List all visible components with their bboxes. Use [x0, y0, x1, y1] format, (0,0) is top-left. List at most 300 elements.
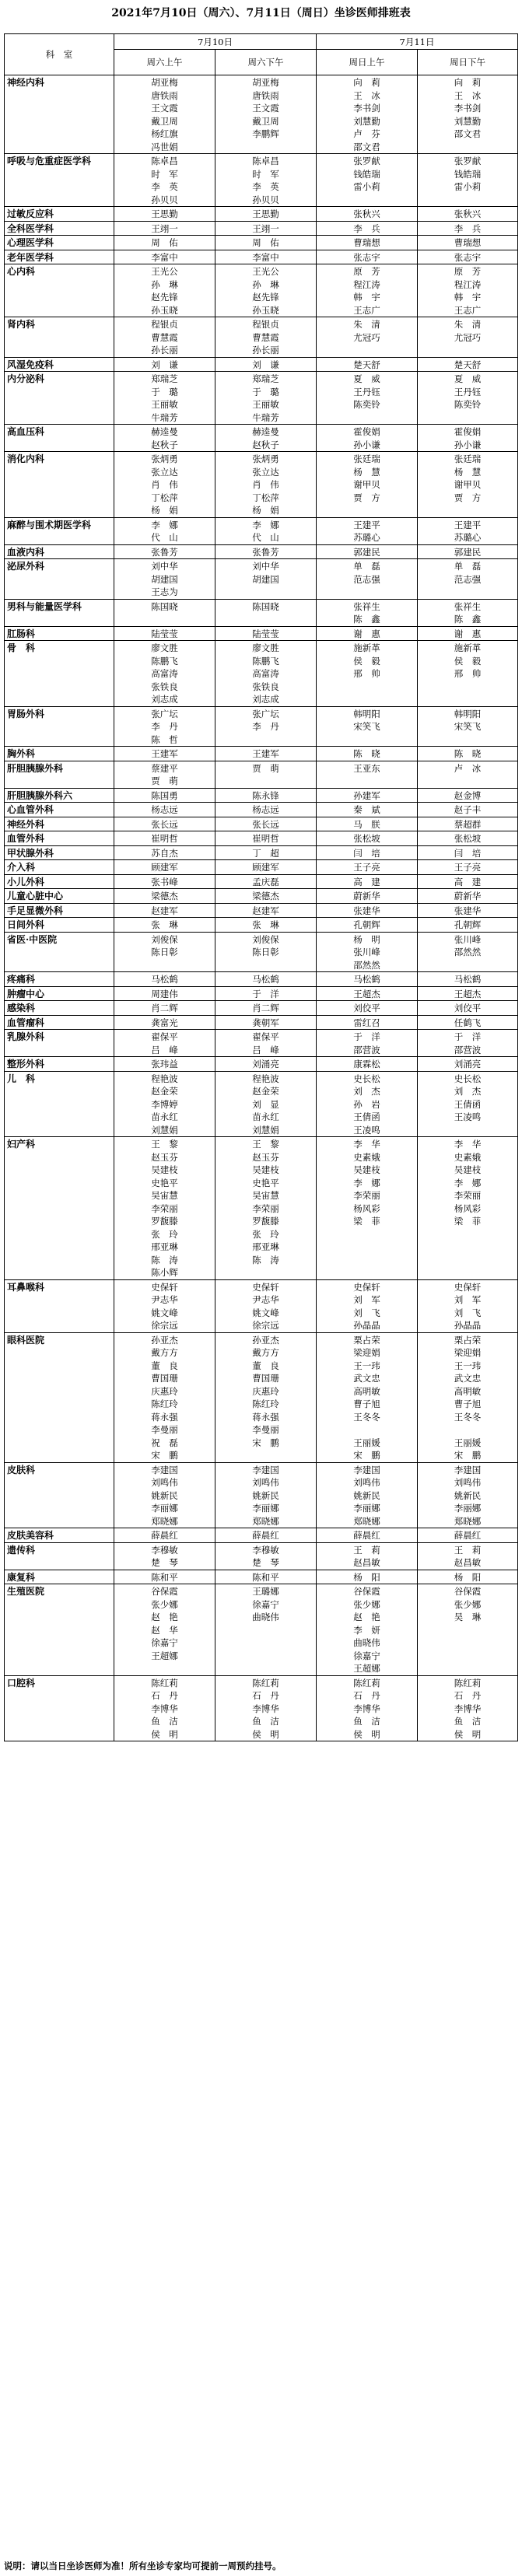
- department-name: 眼科医院: [5, 1332, 114, 1462]
- doctor-name: 宋 鹏: [151, 1450, 178, 1461]
- doctor-name: 雷红召: [353, 1017, 380, 1028]
- doctor-cell-sat-am: [114, 250, 215, 264]
- doctor-name: 周 佑: [151, 237, 178, 248]
- doctor-name: 郑晓娜: [151, 1515, 178, 1527]
- doctor-cell-sat-am: [114, 918, 215, 933]
- doctor-name: 徐嘉宁: [252, 1598, 279, 1610]
- doctor-cell-sat-am: [114, 1528, 215, 1543]
- doctor-name: 陈红莉: [454, 1677, 482, 1689]
- doctor-name: 韩明阳: [353, 708, 380, 719]
- doctor-name: 赵 艳: [151, 1612, 178, 1622]
- doctor-name: 李博华: [151, 1703, 178, 1714]
- doctor-name: 刘佼平: [454, 1003, 482, 1013]
- doctor-cell-sun-am: [317, 544, 418, 559]
- doctor-name: 谢 惠: [454, 628, 482, 639]
- doctor-cell-sun-pm: [418, 889, 518, 904]
- doctor-name: 苗永红: [252, 1111, 279, 1122]
- department-name: 神经外科: [5, 817, 114, 831]
- department-name: 甲状腺外科: [5, 845, 114, 860]
- doctor-name: 庆惠玲: [252, 1385, 279, 1397]
- doctor-name: 赵玉芬: [151, 1151, 178, 1163]
- doctor-cell-sun-pm: [418, 1462, 518, 1528]
- doctor-cell-sun-pm: [418, 1057, 518, 1072]
- department-name: 日间外科: [5, 918, 114, 933]
- doctor-cell-sat-pm: [215, 599, 317, 626]
- doctor-name: 廖文胜: [151, 642, 178, 653]
- doctor-cell-sat-am: [114, 517, 215, 544]
- doctor-name: 卢 冰: [454, 762, 482, 774]
- department-row: [5, 626, 518, 641]
- doctor-name: 刘俊保: [151, 933, 178, 945]
- doctor-name: 栗占荣: [353, 1334, 380, 1346]
- doctor-cell-sun-pm: [418, 372, 518, 425]
- doctor-name: 李穆敏: [151, 1544, 178, 1556]
- doctor-name: 时 军: [252, 168, 279, 180]
- doctor-cell-sun-am: [317, 1001, 418, 1016]
- doctor-name: 史长松: [454, 1073, 482, 1084]
- doctor-name: 蒋永强: [252, 1411, 279, 1423]
- doctor-cell-sun-am: [317, 845, 418, 860]
- doctor-name: 李丽娜: [252, 1503, 279, 1514]
- doctor-name: 李 华: [454, 1139, 482, 1150]
- department-name: 泌尿外科: [5, 559, 114, 600]
- doctor-name: 霍俊娟: [454, 426, 482, 437]
- doctor-name: 谷保霞: [353, 1586, 380, 1597]
- doctor-name: 孙贝贝: [252, 194, 279, 205]
- schedule-body: [5, 75, 518, 1741]
- doctor-cell-sat-pm: [215, 874, 317, 889]
- doctor-cell-sat-pm: [215, 544, 317, 559]
- doctor-name: 苏璐心: [454, 532, 482, 543]
- doctor-name: 陈 鑫: [454, 614, 482, 625]
- doctor-name: 曹国珊: [252, 1373, 279, 1384]
- doctor-name: 陈鹏飞: [151, 655, 178, 667]
- department-row: [5, 599, 518, 626]
- doctor-cell-sat-am: [114, 932, 215, 972]
- doctor-name: 赵先锋: [151, 292, 178, 303]
- doctor-name: 张川峰: [454, 933, 482, 945]
- doctor-name: 宋 鹏: [252, 1437, 279, 1448]
- doctor-cell-sun-am: [317, 372, 418, 425]
- doctor-cell-sat-am: [114, 357, 215, 372]
- doctor-cell-sun-am: [317, 972, 418, 987]
- doctor-cell-sat-pm: [215, 317, 317, 358]
- doctor-name: 孙亚杰: [151, 1334, 178, 1346]
- doctor-name: 王文霞: [151, 103, 178, 114]
- doctor-name: 蔡建平: [151, 762, 178, 774]
- doctor-name: 雷小莉: [454, 181, 482, 192]
- doctor-name: 龚富光: [151, 1017, 178, 1028]
- doctor-name: 张广坛: [252, 708, 279, 719]
- doctor-name: 王翊一: [252, 222, 279, 234]
- doctor-name: 朱 清: [353, 319, 380, 330]
- doctor-cell-sun-pm: [418, 1675, 518, 1741]
- doctor-name: 杨红旗: [151, 128, 178, 139]
- doctor-name: 王子亮: [454, 862, 482, 873]
- department-row: [5, 264, 518, 317]
- doctor-name: 李鹏辉: [252, 128, 279, 139]
- doctor-name: 刘志成: [151, 694, 178, 705]
- doctor-name: 杨 娟: [252, 505, 279, 516]
- doctor-name: 邵营波: [454, 1044, 482, 1055]
- doctor-name: 鱼 洁: [454, 1716, 482, 1727]
- doctor-name: 孔朝辉: [454, 919, 482, 930]
- doctor-cell-sun-pm: [418, 860, 518, 875]
- doctor-cell-sun-pm: [418, 154, 518, 207]
- doctor-cell-sun-pm: [418, 1584, 518, 1676]
- doctor-name: 张少娜: [454, 1598, 482, 1610]
- doctor-name: 韩 宇: [353, 292, 380, 303]
- doctor-cell-sun-am: [317, 517, 418, 544]
- department-row: [5, 544, 518, 559]
- doctor-name: 梁 菲: [353, 1216, 380, 1227]
- doctor-name: 王志广: [353, 304, 380, 316]
- doctor-name: 孙 琳: [151, 278, 178, 290]
- doctor-name: 唐铁雨: [151, 89, 178, 101]
- doctor-cell-sun-pm: [418, 599, 518, 626]
- department-row: [5, 788, 518, 803]
- doctor-name: 赵 艳: [353, 1612, 380, 1622]
- doctor-name: 张炳勇: [151, 453, 178, 464]
- doctor-name: 张 琳: [252, 919, 279, 930]
- doctor-cell-sat-pm: [215, 803, 317, 817]
- doctor-name: 陈红玲: [151, 1398, 178, 1409]
- doctor-name: 张书峰: [151, 876, 178, 887]
- doctor-name: 陈 鑫: [353, 614, 380, 625]
- doctor-name: 张少娜: [151, 1598, 178, 1610]
- doctor-name: 王 冰: [454, 89, 482, 101]
- doctor-name: 赫逵曼: [151, 426, 178, 437]
- doctor-name: 钱皓瑞: [454, 168, 482, 180]
- doctor-cell-sun-pm: [418, 972, 518, 987]
- doctor-name: 陈红玲: [252, 1398, 279, 1409]
- department-row: [5, 803, 518, 817]
- doctor-cell-sat-pm: [215, 207, 317, 222]
- doctor-name: 张 琳: [151, 919, 178, 930]
- department-row: [5, 1675, 518, 1741]
- doctor-cell-sun-am: [317, 860, 418, 875]
- doctor-name: 史长松: [353, 1073, 380, 1084]
- doctor-name: 张长远: [252, 818, 279, 830]
- doctor-name: 赵建军: [151, 905, 178, 916]
- doctor-name: 张铁良: [151, 681, 178, 692]
- doctor-name: 姚新民: [151, 1489, 178, 1501]
- doctor-name: 王凌鸣: [353, 1124, 380, 1136]
- doctor-name: 代 山: [151, 532, 178, 543]
- doctor-name: 霍俊娟: [353, 426, 380, 437]
- doctor-cell-sun-pm: [418, 1570, 518, 1584]
- page-title: 2021年7月10日（周六）、7月11日（周日）坐诊医师排班表: [111, 7, 411, 19]
- doctor-name: 石 丹: [454, 1690, 482, 1701]
- doctor-name: 王翊一: [151, 222, 178, 234]
- doctor-cell-sun-am: [317, 1279, 418, 1332]
- doctor-name: 陈 晓: [454, 748, 482, 759]
- doctor-cell-sat-am: [114, 75, 215, 154]
- doctor-name: 刘俊保: [252, 933, 279, 945]
- doctor-cell-sat-pm: [215, 831, 317, 846]
- department-row: [5, 918, 518, 933]
- doctor-name: 姚新民: [454, 1489, 482, 1501]
- department-name: 遗传科: [5, 1542, 114, 1570]
- doctor-cell-sat-am: [114, 317, 215, 358]
- doctor-cell-sun-pm: [418, 1542, 518, 1570]
- doctor-name: 吴建枝: [151, 1164, 178, 1175]
- doctor-cell-sun-am: [317, 817, 418, 831]
- doctor-name: 韩 宇: [454, 292, 482, 303]
- doctor-cell-sun-am: [317, 425, 418, 452]
- department-row: [5, 932, 518, 972]
- doctor-name: 赵子丰: [454, 804, 482, 815]
- doctor-cell-sun-pm: [418, 264, 518, 317]
- department-row: [5, 1584, 518, 1676]
- doctor-name: 程江涛: [353, 278, 380, 290]
- doctor-cell-sun-pm: [418, 250, 518, 264]
- doctor-name: 杨 明: [353, 933, 380, 945]
- doctor-name: 张祥生: [454, 600, 482, 612]
- doctor-name: 姚新民: [252, 1489, 279, 1501]
- date-header-day2: 7月11日: [317, 34, 518, 50]
- doctor-name: 杨志远: [252, 804, 279, 815]
- doctor-cell-sat-am: [114, 452, 215, 518]
- doctor-name: 李 兵: [454, 222, 482, 234]
- doctor-cell-sun-am: [317, 1570, 418, 1584]
- department-row: [5, 845, 518, 860]
- doctor-name: 孙 岩: [353, 1098, 380, 1110]
- doctor-name: 刘志成: [252, 694, 279, 705]
- doctor-name: 顾建军: [252, 862, 279, 873]
- doctor-name: 庆惠玲: [151, 1385, 178, 1397]
- doctor-name: 姚文峰: [252, 1307, 279, 1318]
- doctor-name: 刘涌亮: [252, 1059, 279, 1069]
- doctor-cell-sat-am: [114, 903, 215, 918]
- doctor-name: 史保轩: [454, 1281, 482, 1293]
- doctor-name: 史素娥: [454, 1151, 482, 1163]
- doctor-name: 王丹钰: [353, 386, 380, 397]
- doctor-cell-sun-pm: [418, 357, 518, 372]
- doctor-name: 张广坛: [151, 708, 178, 719]
- doctor-name: 杨 阳: [353, 1571, 380, 1583]
- doctor-name: 王倩函: [454, 1098, 482, 1110]
- doctor-cell-sat-pm: [215, 889, 317, 904]
- doctor-name: 李 娜: [252, 519, 279, 530]
- doctor-name: 陈国晓: [252, 600, 279, 612]
- doctor-name: 宋 鹏: [454, 1450, 482, 1461]
- doctor-name: 赵昌敏: [454, 1557, 482, 1568]
- doctor-cell-sat-am: [114, 641, 215, 707]
- doctor-name: 张炳勇: [252, 453, 279, 464]
- doctor-name: 陈永锋: [252, 789, 279, 801]
- doctor-cell-sat-pm: [215, 817, 317, 831]
- doctor-cell-sat-pm: [215, 517, 317, 544]
- doctor-cell-sat-pm: [215, 747, 317, 761]
- doctor-name: 邵文君: [454, 128, 482, 139]
- doctor-name: 孙贝贝: [151, 194, 178, 205]
- doctor-name: 祝 磊: [151, 1437, 178, 1448]
- doctor-name: 王 冰: [353, 89, 380, 101]
- doctor-name: 原 芳: [353, 266, 380, 277]
- doctor-cell-sat-am: [114, 1030, 215, 1057]
- doctor-cell-sat-pm: [215, 641, 317, 707]
- doctor-name: 刘鸣伟: [353, 1477, 380, 1488]
- doctor-name: 郭建民: [353, 546, 380, 558]
- doctor-name: 苗永红: [151, 1111, 178, 1122]
- department-name: 全科医学科: [5, 221, 114, 236]
- department-name: 介入科: [5, 860, 114, 875]
- doctor-name: 程银贞: [151, 319, 178, 330]
- department-name: 心血管外科: [5, 803, 114, 817]
- doctor-name: 刘慧勤: [454, 115, 482, 127]
- doctor-name: 史保轩: [151, 1281, 178, 1293]
- department-row: [5, 860, 518, 875]
- department-name: 风湿免疫科: [5, 357, 114, 372]
- doctor-name: 张少娜: [353, 1598, 380, 1610]
- department-name: 胸外科: [5, 747, 114, 761]
- doctor-name: 王丽敏: [151, 399, 178, 410]
- doctor-name: 孙小谦: [353, 439, 380, 450]
- doctor-cell-sun-pm: [418, 1015, 518, 1030]
- doctor-name: 王超娜: [151, 1650, 178, 1661]
- doctor-name: 孔朝辉: [353, 919, 380, 930]
- doctor-cell-sun-am: [317, 986, 418, 1001]
- department-row: [5, 747, 518, 761]
- doctor-name: 胡亚梅: [252, 77, 279, 88]
- doctor-name: 曹国珊: [151, 1373, 178, 1384]
- department-name: 呼吸与危重症医学科: [5, 154, 114, 207]
- doctor-name: 刘鸣伟: [454, 1477, 482, 1488]
- doctor-name: 宋笑飞: [454, 721, 482, 732]
- doctor-name: 王倩函: [353, 1111, 380, 1122]
- doctor-cell-sat-pm: [215, 1137, 317, 1280]
- doctor-name: 王 莉: [353, 1544, 380, 1556]
- doctor-name: 范志强: [353, 573, 380, 585]
- department-row: [5, 517, 518, 544]
- doctor-name: 张罗献: [454, 156, 482, 166]
- doctor-name: 陈日彰: [252, 947, 279, 957]
- department-name: 肝胆胰腺外科六: [5, 788, 114, 803]
- doctor-name: 崔明哲: [151, 833, 178, 844]
- department-name: 康复科: [5, 1570, 114, 1584]
- doctor-name: 范志强: [454, 573, 482, 585]
- doctor-cell-sat-pm: [215, 903, 317, 918]
- doctor-name: 郑晓娜: [353, 1515, 380, 1527]
- doctor-cell-sun-pm: [418, 986, 518, 1001]
- doctor-cell-sun-am: [317, 1462, 418, 1528]
- doctor-name: 赵秋子: [252, 439, 279, 450]
- doctor-cell-sun-am: [317, 761, 418, 788]
- doctor-name: 高富涛: [252, 668, 279, 679]
- doctor-cell-sat-am: [114, 264, 215, 317]
- doctor-name: 王 黎: [252, 1139, 279, 1150]
- doctor-cell-sun-pm: [418, 1071, 518, 1137]
- doctor-name: 李曼丽: [252, 1424, 279, 1435]
- department-row: [5, 817, 518, 831]
- doctor-cell-sat-pm: [215, 75, 317, 154]
- doctor-cell-sat-am: [114, 207, 215, 222]
- doctor-name: 郑晓娜: [252, 1515, 279, 1527]
- department-name: 小儿外科: [5, 874, 114, 889]
- doctor-name: 王丹钰: [454, 386, 482, 397]
- doctor-name: 孙小谦: [454, 439, 482, 450]
- doctor-cell-sat-am: [114, 154, 215, 207]
- doctor-cell-sat-pm: [215, 1057, 317, 1072]
- doctor-name: 贾 萌: [252, 762, 279, 774]
- doctor-name: 李建国: [353, 1464, 380, 1475]
- doctor-name: 张建华: [353, 905, 380, 916]
- department-name: 麻醉与围术期医学科: [5, 517, 114, 544]
- doctor-name: 杨 娟: [151, 505, 178, 516]
- doctor-name: 赵玉芬: [252, 1151, 279, 1163]
- doctor-name: 刘 谦: [151, 359, 178, 370]
- doctor-cell-sat-am: [114, 860, 215, 875]
- doctor-cell-sun-am: [317, 903, 418, 918]
- department-row: [5, 357, 518, 372]
- doctor-cell-sat-pm: [215, 559, 317, 600]
- doctor-name: 侯 毅: [353, 655, 380, 667]
- doctor-name: 王建平: [353, 519, 380, 530]
- doctor-name: 陈 哲: [151, 733, 178, 745]
- doctor-name: 王超杰: [353, 988, 380, 999]
- doctor-name: 张建华: [454, 905, 482, 916]
- department-name: 肿瘤中心: [5, 986, 114, 1001]
- doctor-name: 曹瑞想: [454, 237, 482, 248]
- doctor-cell-sat-am: [114, 889, 215, 904]
- doctor-name: 高明敏: [454, 1385, 482, 1397]
- department-row: [5, 1001, 518, 1016]
- doctor-name: 李书剑: [454, 103, 482, 114]
- doctor-name: 丁 超: [252, 847, 279, 859]
- doctor-name: 李穆敏: [252, 1544, 279, 1556]
- doctor-name: 王思勤: [151, 208, 178, 219]
- department-name: 皮肤美容科: [5, 1528, 114, 1543]
- doctor-cell-sat-pm: [215, 1675, 317, 1741]
- doctor-name: 楚 琴: [252, 1557, 279, 1568]
- doctor-cell-sat-am: [114, 1279, 215, 1332]
- doctor-name: 周建伟: [151, 988, 178, 999]
- doctor-name: 赵金荣: [151, 1086, 178, 1097]
- doctor-cell-sat-am: [114, 1462, 215, 1528]
- doctor-cell-sun-pm: [418, 626, 518, 641]
- department-row: [5, 1030, 518, 1057]
- doctor-cell-sun-pm: [418, 845, 518, 860]
- doctor-name: 宋笑飞: [353, 721, 380, 732]
- doctor-name: 赵金博: [454, 789, 482, 801]
- doctor-name: 陈和平: [252, 1571, 279, 1583]
- doctor-cell-sat-am: [114, 845, 215, 860]
- doctor-name: 尤冠巧: [353, 331, 380, 343]
- doctor-name: 徐嘉宁: [353, 1650, 380, 1661]
- department-name: 骨 科: [5, 641, 114, 707]
- doctor-cell-sun-am: [317, 626, 418, 641]
- doctor-name: 邢亚琳: [252, 1241, 279, 1252]
- doctor-name: 孙长丽: [151, 345, 178, 355]
- doctor-cell-sat-pm: [215, 972, 317, 987]
- department-row: [5, 372, 518, 425]
- doctor-name: 石 丹: [151, 1690, 178, 1701]
- doctor-name: 代 山: [252, 532, 279, 543]
- doctor-name: 李 华: [353, 1139, 380, 1150]
- doctor-name: 吴建枝: [454, 1164, 482, 1175]
- doctor-cell-sat-pm: [215, 626, 317, 641]
- doctor-cell-sat-am: [114, 761, 215, 788]
- doctor-name: 贾 方: [454, 492, 482, 503]
- footer-note: 说明：请以当日坐诊医师为准！所有坐诊专家均可提前一周预约挂号。: [4, 2560, 282, 2571]
- department-name: 过敏反应科: [5, 207, 114, 222]
- department-name: 胃肠外科: [5, 706, 114, 747]
- doctor-name: 鱼 洁: [252, 1716, 279, 1727]
- doctor-name: 戴方方: [151, 1347, 178, 1358]
- doctor-cell-sat-am: [114, 1542, 215, 1570]
- doctor-name: 于 璐: [151, 386, 178, 397]
